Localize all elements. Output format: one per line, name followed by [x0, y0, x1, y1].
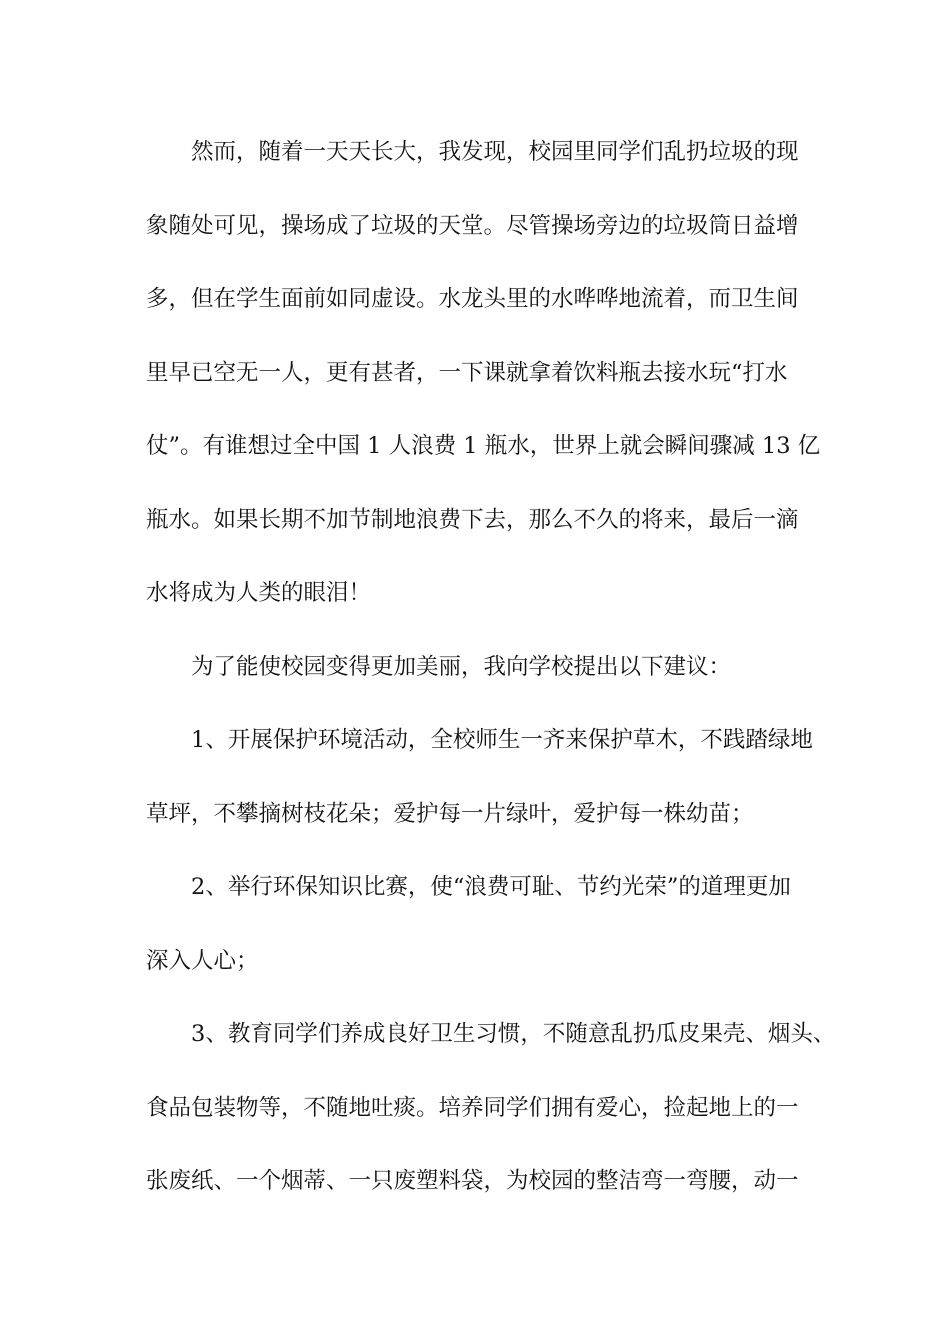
text-line-6: 瓶水。如果长期不加节制地浪费下去，那么不久的将来，最后一滴 — [146, 506, 799, 533]
text-line-15: 张废纸、一个烟蒂、一只废塑料袋，为校园的整洁弯一弯腰，动一 — [146, 1168, 799, 1194]
text-line-12: 深入人心； — [146, 947, 259, 974]
text-line-7: 水将成为人类的眼泪！ — [146, 580, 372, 606]
body-text — [146, 133, 836, 1236]
text-line-13: 3、教育同学们养成良好卫生习惯，不随意乱扔瓜皮果壳、烟头、 — [191, 1021, 836, 1047]
text-line-10: 草坪，不攀摘树枝花朵；爱护每一片绿叶，爱护每一株幼苗； — [146, 800, 754, 827]
text-line-9: 1、开展保护环境活动，全校师生一齐来保护草木，不践踏绿地 — [191, 727, 813, 753]
text-line-14: 食品包装物等，不随地吐痰。培养同学们拥有爱心，捡起地上的一 — [146, 1094, 799, 1121]
text-line-2: 象随处可见，操场成了垃圾的天堂。尽管操场旁边的垃圾筒日益增 — [146, 212, 799, 239]
text-line-1: 然而，随着一天天长大，我发现，校园里同学们乱扔垃圾的现 — [191, 139, 799, 165]
text-line-5: 仗”。有谁想过全中国 1 人浪费 1 瓶水，世界上就会瞬间骤减 13 亿 — [146, 433, 821, 459]
text-line-11: 2、举行环保知识比赛，使“浪费可耻、节约光荣”的道理更加 — [191, 874, 791, 900]
text-line-4: 里早已空无一人，更有甚者，一下课就拿着饮料瓶去接水玩“打水 — [146, 359, 788, 386]
text-line-3: 多，但在学生面前如同虚设。水龙头里的水哗哗地流着，而卫生间 — [146, 286, 799, 312]
text-line-8: 为了能使校园变得更加美丽，我向学校提出以下建议： — [191, 653, 732, 680]
